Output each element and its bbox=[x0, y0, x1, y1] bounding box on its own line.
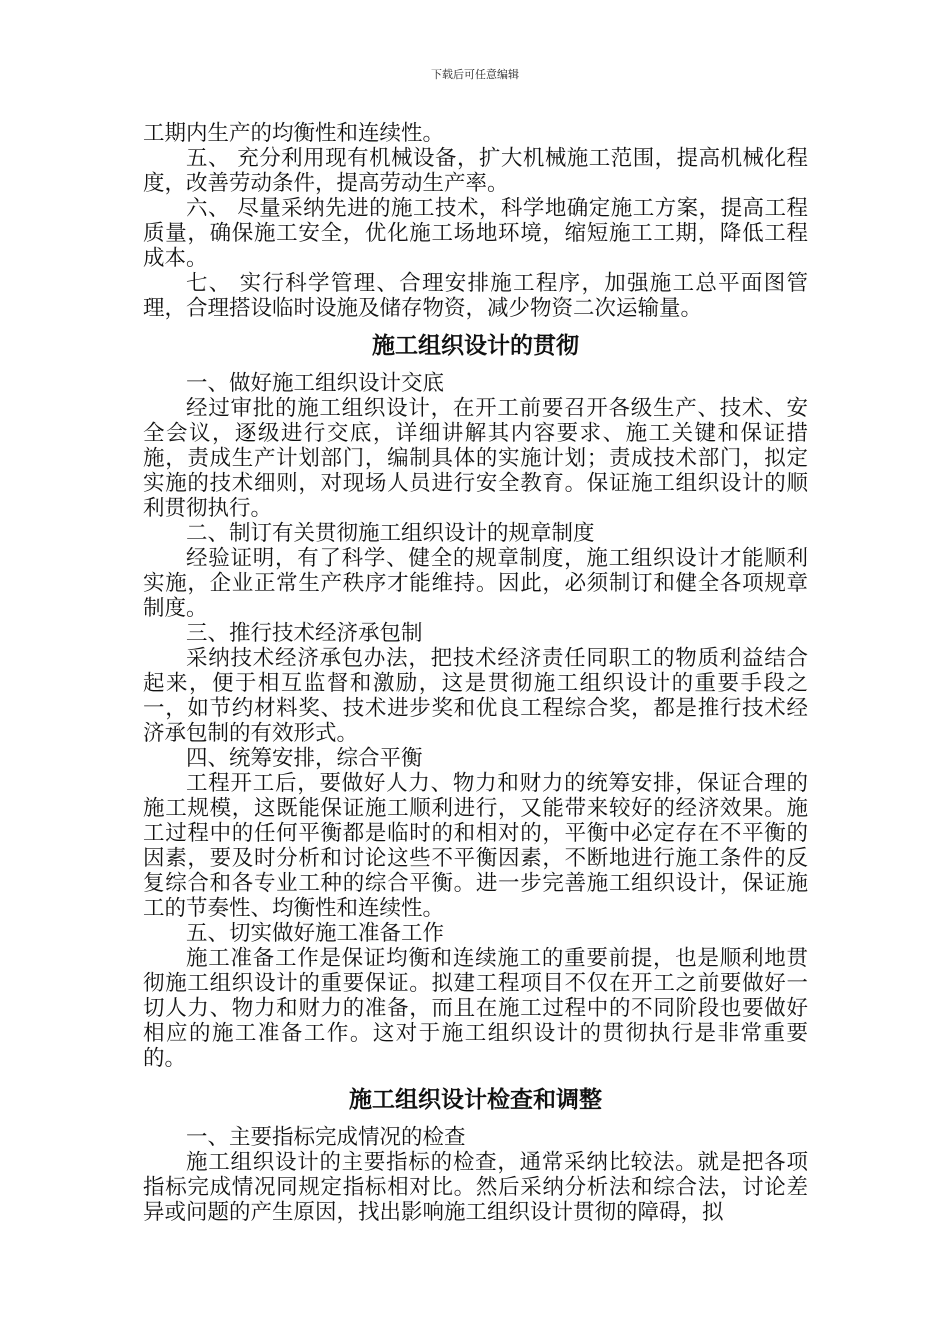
subsection-title-2: 二、制订有关贯彻施工组织设计的规章制度 bbox=[186, 521, 595, 546]
subsection-title-3: 三、推行技术经济承包制 bbox=[186, 621, 423, 646]
subsection-title-5: 五、切实做好施工准备工作 bbox=[186, 921, 445, 946]
subsection-text-2: 经验证明，有了科学、健全的规章制度，施工组织设计才能顺利实施，企业正常生产秩序才能维持。因此，必须制订和健全各项规章制度。 bbox=[143, 546, 808, 621]
paragraph-item-six: 六、 尽量采纳先进的施工技术，科学地确定施工方案，提高工程质量，确保施工安全，优化施工场地环境，缩短施工工期，降低工程成本。 bbox=[143, 196, 808, 271]
check-subsection-title-1: 一、主要指标完成情况的检查 bbox=[186, 1125, 466, 1150]
subsection-text-4: 工程开工后，要做好人力、物力和财力的统筹安排，保证合理的施工规模，这既能保证施工顺利进行，又能带来较好的经济效果。施工过程中的任何平衡都是临时的和相对的，平衡中必定存在不平衡的因素，要及时分析和讨论这些不平衡因素，不断地进行施工条件的反复综合和各专业工种的综合平衡。进一步完善施工组织设计，保证施工的节奏性、均衡性和连续性。 bbox=[143, 771, 808, 921]
page-header-note: 下载后可任意编辑 bbox=[431, 68, 519, 81]
subsection-title-1: 一、做好施工组织设计交底 bbox=[186, 371, 445, 396]
check-subsection-text-1: 施工组织设计的主要指标的检查，通常采纳比较法。就是把各项指标完成情况同规定指标相对比。然后采纳分析法和综合法，讨论差异或问题的产生原因，找出影响施工组织设计贯彻的障碍，拟 bbox=[143, 1150, 808, 1225]
paragraph-item-seven: 七、 实行科学管理、合理安排施工程序，加强施工总平面图管理，合理搭设临时设施及储存物资，减少物资二次运输量。 bbox=[143, 271, 808, 321]
section-heading-check-adjust: 施工组织设计检查和调整 bbox=[349, 1087, 602, 1113]
paragraph-item-five: 五、 充分利用现有机械设备，扩大机械施工范围，提高机械化程度，改善劳动条件，提高劳动生产率。 bbox=[143, 146, 808, 196]
subsection-text-5: 施工准备工作是保证均衡和连续施工的重要前提，也是顺利地贯彻施工组织设计的重要保证。拟建工程项目不仅在开工之前要做好一切人力、物力和财力的准备，而且在施工过程中的不同阶段也要做好相应的施工准备工作。这对于施工组织设计的贯彻执行是非常重要的。 bbox=[143, 946, 808, 1071]
document-body bbox=[143, 121, 808, 1225]
subsection-text-1: 经过审批的施工组织设计，在开工前要召开各级生产、技术、安全会议，逐级进行交底，详细讲解其内容要求、施工关键和保证措施，责成生产计划部门，编制具体的实施计划；责成技术部门，拟定实施的技术细则，对现场人员进行安全教育。保证施工组织设计的顺利贯彻执行。 bbox=[143, 396, 808, 521]
section-heading-implementation: 施工组织设计的贯彻 bbox=[372, 333, 579, 359]
subsection-title-4: 四、统筹安排，综合平衡 bbox=[186, 746, 423, 771]
subsection-text-3: 采纳技术经济承包办法，把技术经济责任同职工的物质利益结合起来，便于相互监督和激励，这是贯彻施工组织设计的重要手段之一，如节约材料奖、技术进步奖和优良工程综合奖，都是推行技术经济承包制的有效形式。 bbox=[143, 646, 808, 746]
paragraph-intro: 工期内生产的均衡性和连续性。 bbox=[143, 121, 445, 146]
